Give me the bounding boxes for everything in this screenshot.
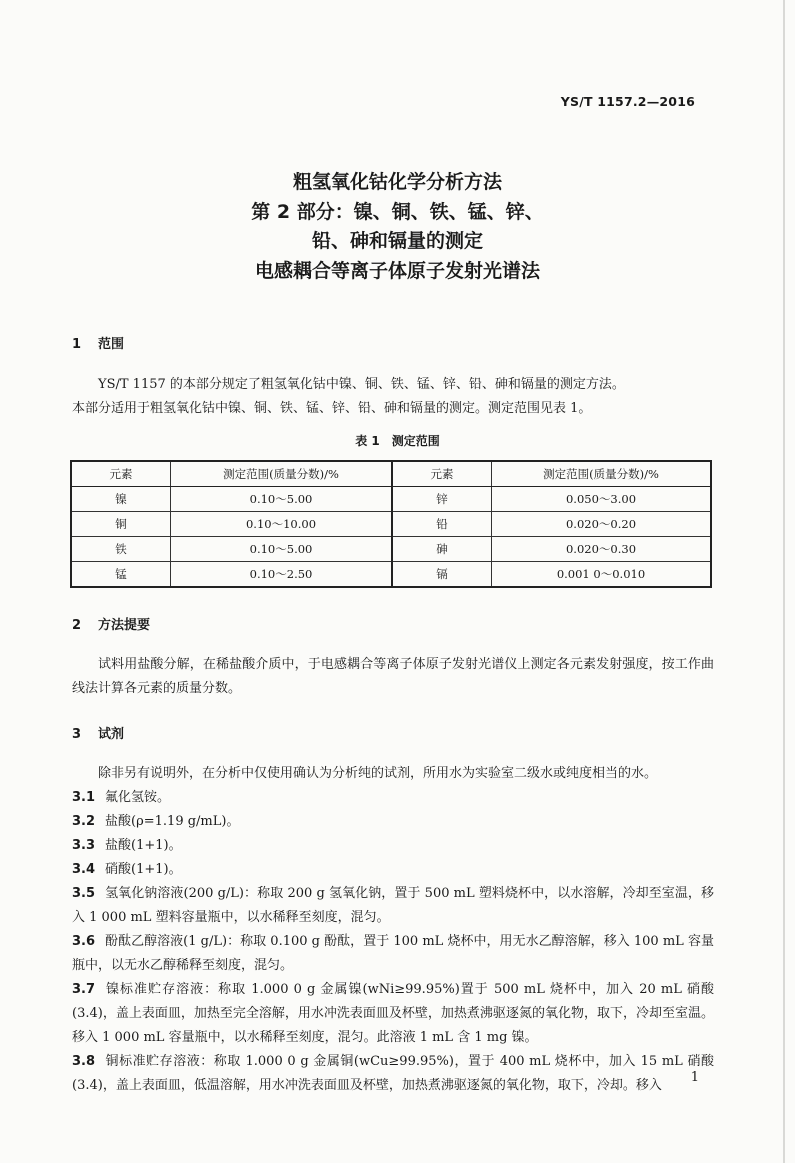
range-cell: 0.10～5.00 <box>171 487 393 512</box>
table-row <box>71 562 711 588</box>
section-title: 范围 <box>98 337 125 352</box>
element-cell: 铜 <box>71 512 171 537</box>
section-number: 1 <box>72 337 82 352</box>
reagent-item <box>72 882 714 930</box>
section-title: 方法提要 <box>98 618 151 633</box>
range-cell: 0.050～3.00 <box>492 487 712 512</box>
item-text: 氢氧化钠溶液(200 g/L)：称取 200 g 氢氧化钠，置于 500 mL 塑料烧杯中，以水溶解，冷却至室温，移入 1 000 mL 塑料容量瓶中，以水稀释至刻度，混匀。 <box>72 886 714 925</box>
title-line-2: 第 2 部分：镍、铜、铁、锰、锌、 <box>251 200 544 223</box>
section-number: 2 <box>72 618 82 633</box>
title-line-4: 电感耦合等离子体原子发射光谱法 <box>254 259 540 282</box>
element-cell: 锌 <box>392 487 492 512</box>
table-row <box>71 512 711 537</box>
title-line-1: 粗氢氧化钴化学分析方法 <box>292 171 502 193</box>
element-cell: 铅 <box>392 512 492 537</box>
table-row <box>71 487 711 512</box>
item-text: 镍标准贮存溶液：称取 1.000 0 g 金属镍(wNi≥99.95%)置于 500 mL 烧杯中，加入 20 mL 硝酸(3.4)，盖上表面皿，加热至完全溶解，用水冲洗表面皿及杯壁，加热煮沸驱逐氮的氧化物，取下，冷却至室温。移入 1 000 mL 容量瓶中，以水稀释至刻度，混匀。此溶液 1 mL 含 1 mg 镍。 <box>72 982 714 1045</box>
element-cell: 镍 <box>71 487 171 512</box>
range-table <box>70 460 712 588</box>
item-number: 3.7 <box>72 982 96 997</box>
section-1-paragraph-1: YS/T 1157 的本部分规定了粗氢氧化钴中镍、铜、铁、锰、锌、铅、砷和镉量的测定方法。 <box>98 377 625 392</box>
item-text: 铜标准贮存溶液：称取 1.000 0 g 金属铜(wCu≥99.95%)，置于 400 mL 烧杯中，加入 15 mL 硝酸(3.4)，盖上表面皿，低温溶解，用水冲洗表面皿及杯壁，加热煮沸驱逐氮的氧化物，取下，冷却。移入 <box>72 1054 714 1093</box>
item-number: 3.3 <box>72 838 96 853</box>
header-cell: 元素 <box>71 461 171 487</box>
section-1-paragraph-2: 本部分适用于粗氢氧化钴中镍、铜、铁、锰、锌、铅、砷和镉量的测定。测定范围见表 1。 <box>72 401 592 416</box>
item-number: 3.6 <box>72 934 96 949</box>
header-cell: 元素 <box>392 461 492 487</box>
item-text: 盐酸(1+1)。 <box>105 838 182 853</box>
reagent-item <box>72 978 714 1050</box>
item-number: 3.4 <box>72 862 96 877</box>
page-edge-divider <box>783 0 785 1163</box>
reagent-item <box>72 1050 714 1098</box>
section-3-intro: 除非另有说明外，在分析中仅使用确认为分析纯的试剂，所用水为实验室二级水或纯度相当的水。 <box>98 766 658 781</box>
item-number: 3.2 <box>72 814 96 829</box>
element-cell: 锰 <box>71 562 171 588</box>
item-text: 酚酞乙醇溶液(1 g/L)：称取 0.100 g 酚酞，置于 100 mL 烧杯中，用无水乙醇溶解，移入 100 mL 容量瓶中，以无水乙醇稀释至刻度，混匀。 <box>72 934 714 973</box>
item-number: 3.5 <box>72 886 96 901</box>
table-row <box>71 537 711 562</box>
reagent-item <box>72 786 714 810</box>
reagent-item <box>72 810 714 834</box>
reagent-item <box>72 858 714 882</box>
element-cell: 铁 <box>71 537 171 562</box>
item-text: 盐酸(ρ=1.19 g/mL)。 <box>105 814 240 829</box>
standard-code: YS/T 1157.2—2016 <box>560 94 695 109</box>
range-cell: 0.10～2.50 <box>171 562 393 588</box>
table-header-row <box>71 461 711 487</box>
header-cell: 测定范围(质量分数)/% <box>171 461 393 487</box>
page-number: 1 <box>690 1070 699 1085</box>
element-cell: 镉 <box>392 562 492 588</box>
range-cell: 0.020～0.30 <box>492 537 712 562</box>
document-title <box>0 168 795 286</box>
item-text: 硝酸(1+1)。 <box>105 862 182 877</box>
range-cell: 0.10～5.00 <box>171 537 393 562</box>
section-2-paragraph: 试料用盐酸分解，在稀盐酸介质中，于电感耦合等离子体原子发射光谱仪上测定各元素发射强度，按工作曲线法计算各元素的质量分数。 <box>72 657 714 696</box>
item-text: 氟化氢铵。 <box>105 790 171 805</box>
range-cell: 0.020～0.20 <box>492 512 712 537</box>
range-cell: 0.10～10.00 <box>171 512 393 537</box>
title-line-3: 铅、砷和镉量的测定 <box>311 230 483 252</box>
section-1-heading <box>72 333 124 352</box>
section-2-heading <box>72 614 150 633</box>
section-title: 试剂 <box>98 727 125 742</box>
element-cell: 砷 <box>392 537 492 562</box>
header-cell: 测定范围(质量分数)/% <box>492 461 712 487</box>
table-caption: 表 1 测定范围 <box>355 434 440 448</box>
reagent-item <box>72 834 714 858</box>
item-number: 3.8 <box>72 1054 96 1069</box>
section-3-heading <box>72 723 124 742</box>
range-cell: 0.001 0～0.010 <box>492 562 712 588</box>
section-number: 3 <box>72 727 82 742</box>
reagent-item <box>72 930 714 978</box>
item-number: 3.1 <box>72 790 96 805</box>
